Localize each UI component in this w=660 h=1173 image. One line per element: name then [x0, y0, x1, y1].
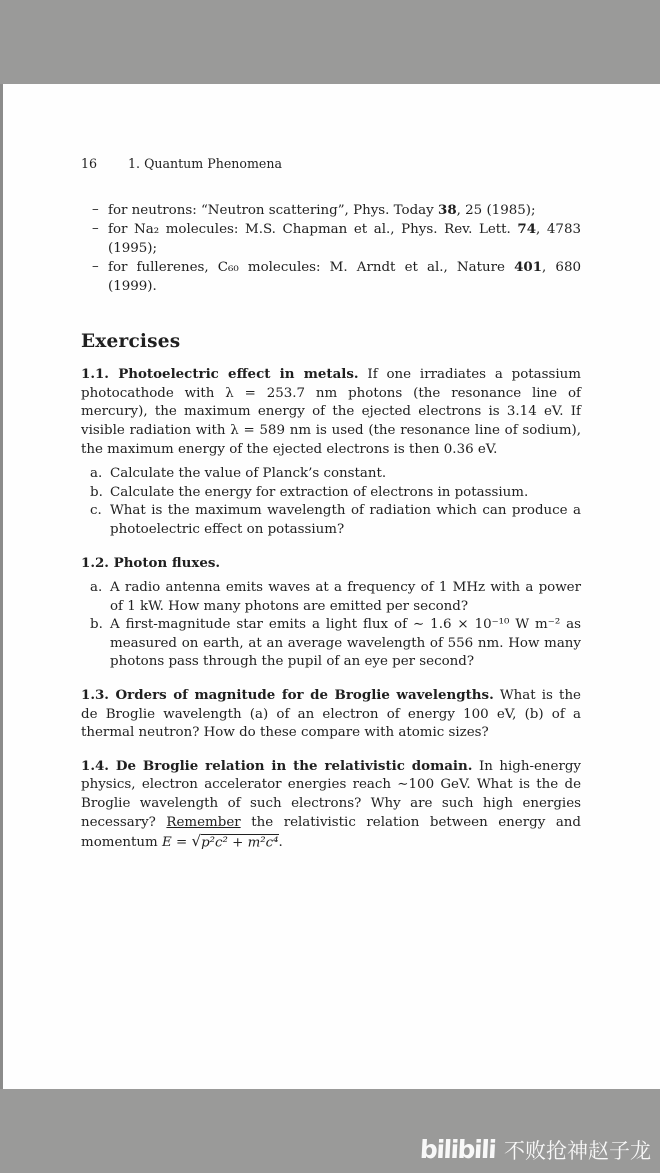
exercise-1-3 — [81, 686, 581, 743]
exercise-1-4-title: 1.4. De Broglie relation in the relativistic domain. — [81, 757, 473, 774]
item-label: b. — [90, 617, 103, 633]
item-label: c. — [90, 503, 102, 519]
section-title: Exercises — [81, 330, 181, 352]
page-header — [81, 155, 581, 174]
exercise-1-1 — [81, 365, 581, 459]
item-label: a. — [90, 466, 103, 482]
exercise-1-2-items — [81, 579, 581, 672]
list-item — [81, 465, 581, 484]
dash-bullet: – — [92, 259, 99, 275]
reference-item-neutrons — [81, 201, 581, 221]
reference-volume: 74 — [517, 221, 537, 238]
reference-text: , 4783 (1995); — [108, 222, 581, 256]
dash-bullet: – — [92, 201, 99, 217]
item-text: A radio antenna emits waves at a frequency of 1 MHz with a power of 1 kW. How many photons are emitted per second? — [110, 580, 581, 614]
exercise-1-4 — [81, 757, 581, 853]
reference-volume: 401 — [514, 259, 543, 276]
list-item — [81, 502, 581, 539]
reference-item-na2 — [81, 220, 581, 258]
dash-bullet: – — [92, 221, 99, 237]
watermark-username: 不败抢神赵子龙 — [504, 1139, 651, 1163]
page-content — [3, 84, 660, 853]
item-label: a. — [90, 580, 103, 596]
list-item — [81, 484, 581, 503]
list-item — [81, 579, 581, 616]
exercise-1-1-title: 1.1. Photoelectric effect in metals. — [81, 366, 359, 383]
item-text: Calculate the value of Planck’s constant. — [110, 466, 387, 482]
exercise-1-2 — [81, 554, 581, 574]
item-text: A first-magnitude star emits a light flux of ∼ 1.6 × 10⁻¹⁰ W m⁻² as measured on earth, at an average wavelength of 556 nm. How many photons pass through the pupil of an eye per second? — [110, 617, 581, 670]
item-text: What is the maximum wavelength of radiation which can produce a photoelectric effect on potassium? — [110, 503, 581, 537]
watermark — [420, 1135, 651, 1165]
page-number: 16 — [81, 156, 98, 171]
item-label: b. — [90, 484, 103, 500]
reference-volume: 38 — [438, 201, 457, 218]
exercise-1-2-title: 1.2. Photon fluxes. — [81, 554, 221, 571]
reference-list — [81, 201, 581, 297]
sqrt-sign: √ — [191, 832, 202, 851]
bilibili-logo: bilibili — [419, 1135, 496, 1164]
reference-text: for neutrons: “Neutron scattering”, Phys. Today — [108, 202, 438, 218]
item-text: Calculate the energy for extraction of electrons in potassium. — [110, 484, 529, 500]
formula-radicand: p²c² + m²c⁴ — [201, 835, 279, 851]
reference-text: for Na₂ molecules: M.S. Chapman et al., Phys. Rev. Lett. — [108, 222, 518, 238]
exercise-1-4-body: In high-energy physics, electron accelerator energies reach ∼100 GeV. What is the de Broglie wavelength of such electrons? Why are such high energies necessary? — [81, 758, 581, 830]
exercise-1-1-items — [81, 465, 581, 539]
book-page — [0, 84, 660, 1089]
formula-lead: E = — [161, 835, 192, 851]
chapter-title: 1. Quantum Phenomena — [128, 156, 282, 171]
exercise-1-3-title: 1.3. Orders of magnitude for de Broglie wavelengths. — [81, 687, 494, 704]
reference-text: , 680 (1999). — [108, 260, 581, 294]
exercise-1-3-body: What is the de Broglie wavelength (a) of an electron of energy 100 eV, (b) of a thermal neutron? How do these compare with atomic sizes? — [81, 688, 581, 741]
exercise-1-1-body: If one irradiates a potassium photocathode with λ = 253.7 nm photons (the resonance line of mercury), the maximum energy of the ejected electrons is 3.14 eV. If visible radiation with λ = 589 nm is used (the resonance line of sodium), the maximum energy of the ejected electrons is then 0.36 eV. — [81, 367, 582, 457]
formula-period: . — [278, 835, 283, 851]
reference-item-fullerenes — [81, 258, 581, 296]
exercise-1-4-body: the relativistic relation between energy and momentum — [81, 814, 581, 851]
underlined-word: Remember — [166, 814, 241, 830]
reference-text: , 25 (1985); — [456, 202, 536, 218]
reference-text: for fullerenes, C₆₀ molecules: M. Arndt et al., Nature — [108, 260, 515, 276]
list-item — [81, 616, 581, 672]
